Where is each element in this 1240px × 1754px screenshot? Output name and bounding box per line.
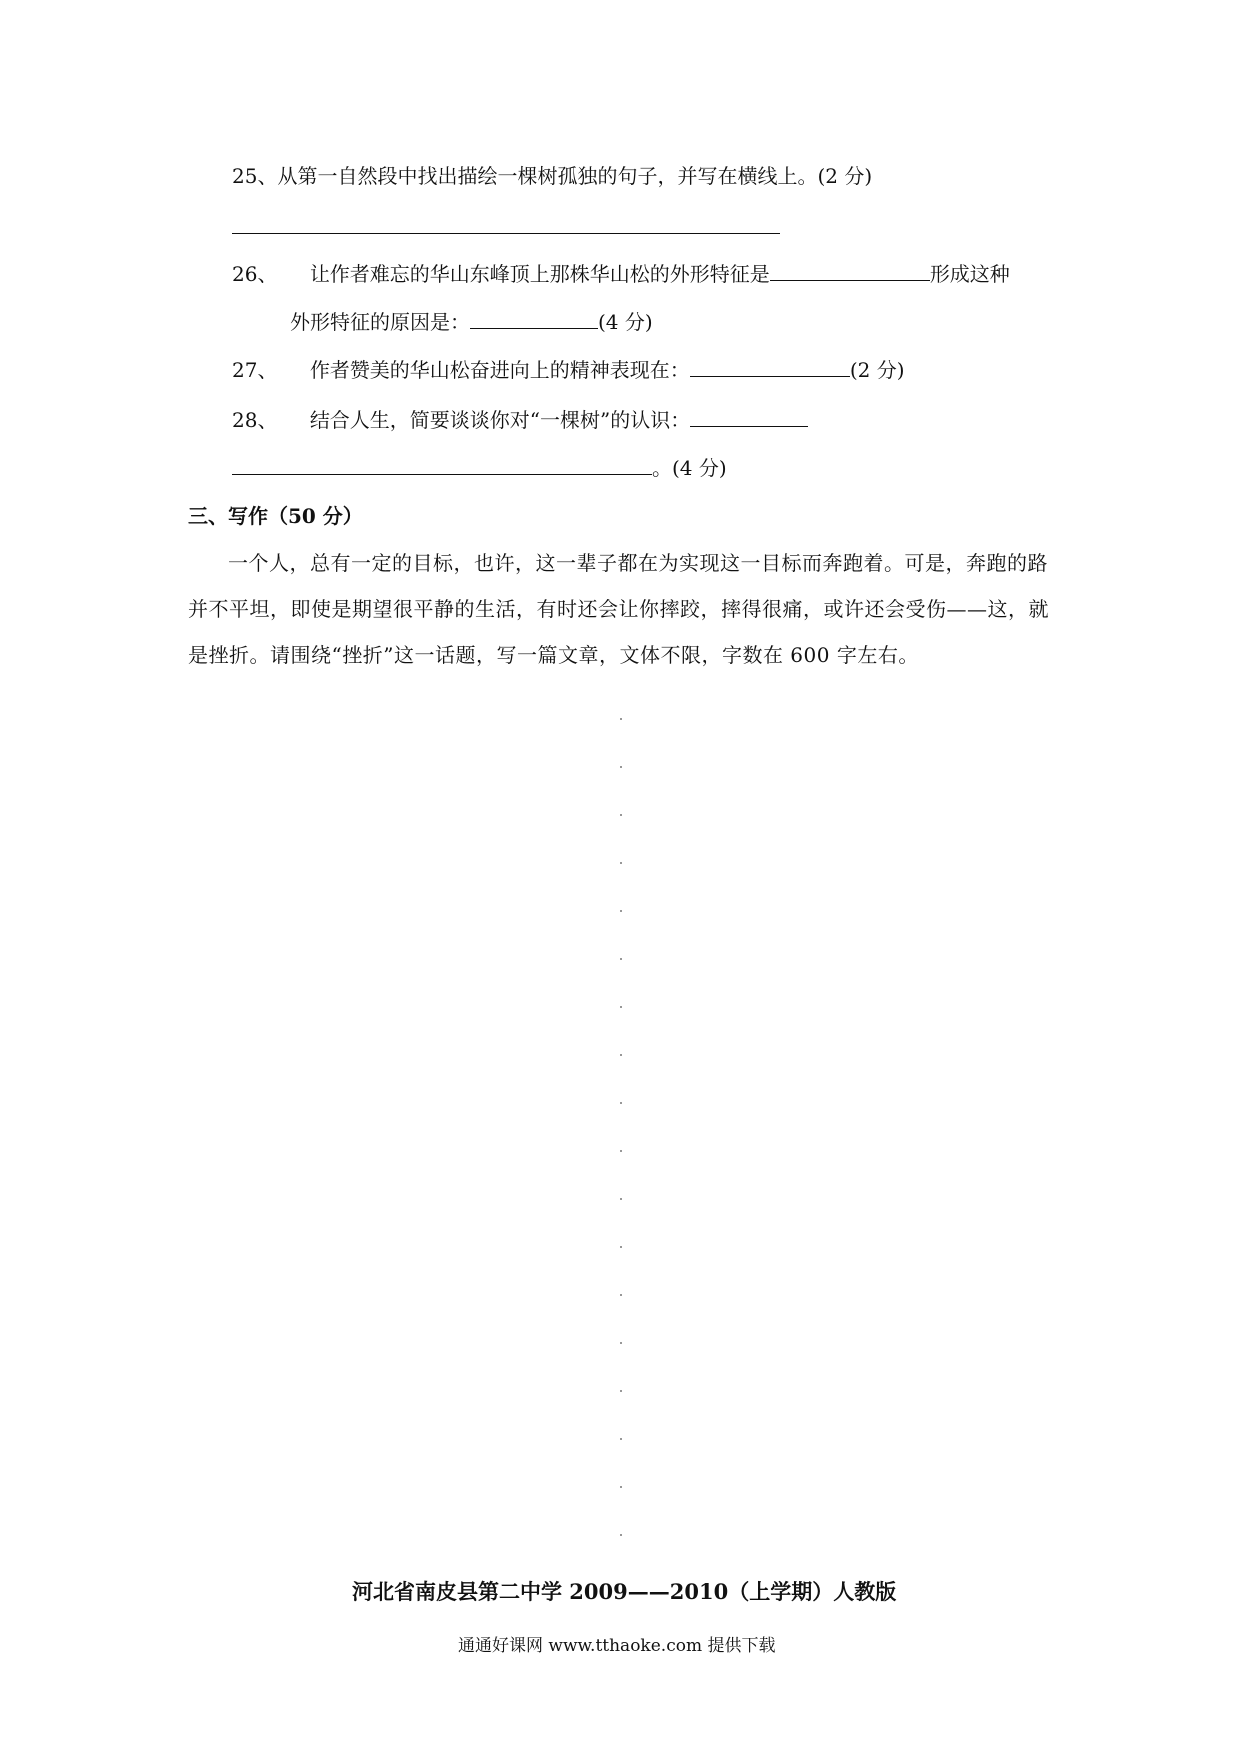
fold-dot <box>620 814 622 816</box>
fold-dot <box>620 1534 622 1536</box>
fold-dot <box>620 1294 622 1296</box>
fold-dot <box>620 862 622 864</box>
question-text: 外形特征的原因是： <box>290 310 470 334</box>
fold-dot <box>620 1054 622 1056</box>
question-number: 25、 <box>232 164 278 188</box>
question-26-line2 <box>290 306 653 336</box>
question-text: 让作者难忘的华山东峰顶上那株华山松的外形特征是 <box>309 262 770 286</box>
question-score: 。(4 分) <box>652 456 727 480</box>
section-heading-writing: 三、写作（50 分） <box>188 504 363 528</box>
fold-dot <box>620 910 622 912</box>
fold-dot <box>620 1102 622 1104</box>
answer-blank-27[interactable] <box>690 354 850 377</box>
answer-blank-28b[interactable] <box>232 452 652 475</box>
question-number: 28、 <box>232 408 278 432</box>
fold-dot <box>620 766 622 768</box>
question-text: 结合人生，简要谈谈你对“一棵树”的认识： <box>309 408 691 432</box>
fold-dot <box>620 1246 622 1248</box>
writing-prompt-text: 一个人，总有一定的目标，也许，这一辈子都在为实现这一目标而奔跑着。可是，奔跑的路并不平坦，即使是期望很平静的生活，有时还会让你摔跤，摔得很痛，或许还会受伤——这，就是挫折。请围绕“挫折”这一话题，写一篇文章，文体不限，字数在 600 字左右。 <box>188 551 1049 667</box>
fold-dot <box>620 1438 622 1440</box>
fold-dot <box>620 958 622 960</box>
question-25 <box>232 162 872 190</box>
writing-prompt <box>188 540 1060 678</box>
footer-source: 通通好课网 www.tthaoke.com 提供下载 <box>458 1636 776 1656</box>
question-28 <box>232 404 808 434</box>
answer-blank-26a[interactable] <box>770 258 930 281</box>
answer-blank-26b[interactable] <box>470 306 598 329</box>
question-score: (2 分) <box>849 358 905 382</box>
fold-dot <box>620 1006 622 1008</box>
answer-line-25[interactable] <box>232 233 780 234</box>
question-28-line2 <box>232 452 727 482</box>
question-number: 27、 <box>232 358 278 382</box>
question-score: (4 分) <box>598 310 653 334</box>
fold-dot <box>620 1150 622 1152</box>
question-text-continued: 形成这种 <box>929 262 1010 286</box>
fold-dot <box>620 1342 622 1344</box>
fold-dot <box>620 718 622 720</box>
footer-title: 河北省南皮县第二中学 2009——2010（上学期）人教版 <box>352 1579 897 1604</box>
question-number: 26、 <box>232 262 278 286</box>
fold-dot <box>620 1486 622 1488</box>
fold-dot <box>620 1198 622 1200</box>
question-text: 从第一自然段中找出描绘一棵树孤独的句子，并写在横线上。(2 分) <box>277 164 873 188</box>
answer-blank-28a[interactable] <box>690 404 808 427</box>
question-text: 作者赞美的华山松奋进向上的精神表现在： <box>309 358 690 382</box>
question-26 <box>232 258 1010 288</box>
fold-dot <box>620 1390 622 1392</box>
question-27 <box>232 354 905 384</box>
